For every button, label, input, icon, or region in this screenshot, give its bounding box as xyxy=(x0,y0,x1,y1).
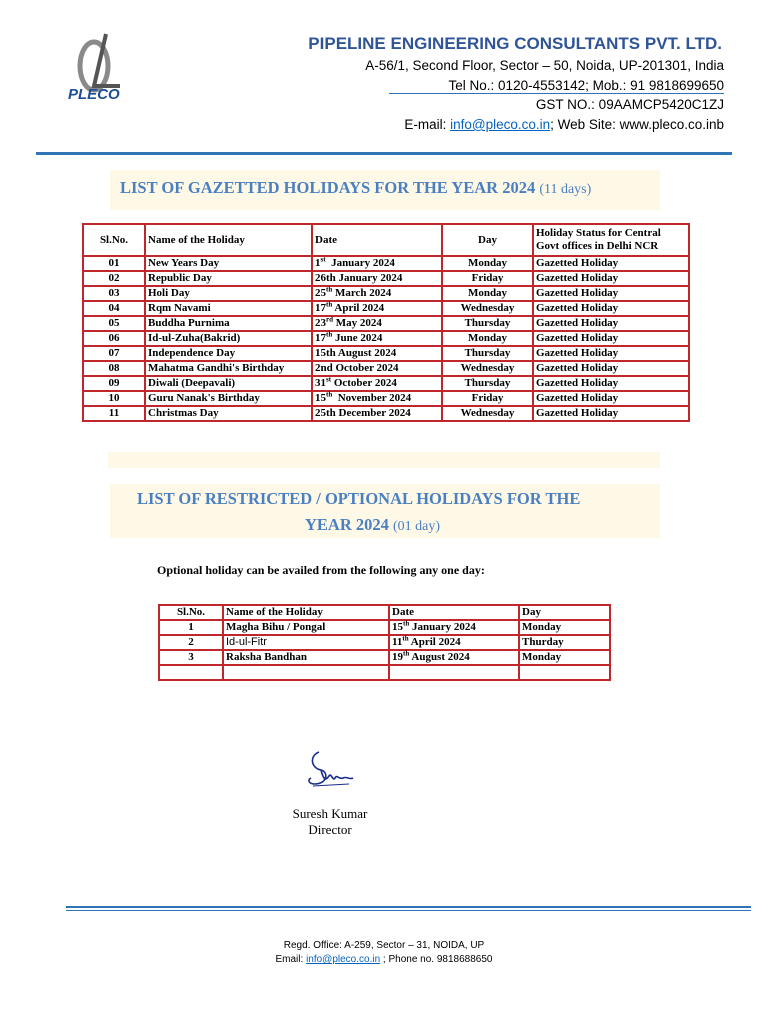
date-rest: October 2024 xyxy=(331,377,397,389)
signatory-title: Director xyxy=(308,822,352,837)
table-row xyxy=(83,316,689,331)
cell-name: Diwali (Deepavali) xyxy=(145,376,312,391)
cell-slno: 10 xyxy=(83,391,145,406)
date-main: 15th August 2024 xyxy=(315,347,397,359)
date-rest: November 2024 xyxy=(332,392,412,404)
cell-name: Id-ul-Fitr xyxy=(223,635,389,650)
date-rest: March 2024 xyxy=(332,287,392,299)
cell-date xyxy=(389,635,519,650)
date-main: 23 xyxy=(315,317,326,329)
table-band xyxy=(108,452,660,468)
table-row xyxy=(83,271,689,286)
cell-date xyxy=(312,376,442,391)
date-rest: January 2024 xyxy=(325,257,395,269)
date-suffix: st xyxy=(326,375,332,384)
cell-day: Monday xyxy=(519,620,610,635)
logo-text: PLECO xyxy=(68,86,120,103)
cell-name: New Years Day xyxy=(145,256,312,271)
cell-date xyxy=(389,620,519,635)
date-suffix: th xyxy=(326,330,333,339)
cell-status: Gazetted Holiday xyxy=(533,391,689,406)
cell-name: Republic Day xyxy=(145,271,312,286)
cell-status: Gazetted Holiday xyxy=(533,361,689,376)
col-day: Day xyxy=(442,224,533,256)
cell-name: Buddha Purnima xyxy=(145,316,312,331)
date-main: 19 xyxy=(392,651,403,663)
gazetted-title xyxy=(120,178,591,198)
date-rest: June 2024 xyxy=(332,332,383,344)
cell-day: Wednesday xyxy=(442,361,533,376)
col-slno: Sl.No. xyxy=(159,605,223,620)
signatory-name: Suresh Kumar xyxy=(292,806,368,821)
table-row xyxy=(83,376,689,391)
cell-status: Gazetted Holiday xyxy=(533,271,689,286)
table-row xyxy=(159,650,610,665)
date-suffix: th xyxy=(326,285,333,294)
table-row xyxy=(83,391,689,406)
cell-day: Monday xyxy=(442,331,533,346)
cell-name: Christmas Day xyxy=(145,406,312,421)
empty-cell xyxy=(389,665,519,680)
table-row xyxy=(83,361,689,376)
company-contact xyxy=(404,117,724,132)
date-main: 17 xyxy=(315,332,326,344)
cell-status: Gazetted Holiday xyxy=(533,286,689,301)
cell-slno: 3 xyxy=(159,650,223,665)
cell-day: Wednesday xyxy=(442,301,533,316)
date-rest: January 2024 xyxy=(409,621,476,633)
cell-slno: 1 xyxy=(159,620,223,635)
cell-day: Monday xyxy=(519,650,610,665)
cell-day: Thursday xyxy=(442,346,533,361)
company-gst: GST NO.: 09AAMCP5420C1ZJ xyxy=(535,97,724,112)
date-main: 2nd October 2024 xyxy=(315,362,399,374)
table-row xyxy=(83,331,689,346)
empty-cell xyxy=(159,665,223,680)
cell-status: Gazetted Holiday xyxy=(533,376,689,391)
table-row xyxy=(83,346,689,361)
cell-slno: 05 xyxy=(83,316,145,331)
date-rest: April 2024 xyxy=(332,302,385,314)
cell-date xyxy=(312,331,442,346)
date-main: 31 xyxy=(315,377,326,389)
date-suffix: th xyxy=(403,649,410,658)
col-name: Name of the Holiday xyxy=(145,224,312,256)
footer-email-link[interactable]: info@pleco.co.in xyxy=(306,954,381,965)
date-suffix: th xyxy=(402,634,409,643)
cell-name: Id-ul-Zuha(Bakrid) xyxy=(145,331,312,346)
cell-date xyxy=(389,650,519,665)
restricted-title-line2 xyxy=(305,515,440,535)
cell-day: Monday xyxy=(442,256,533,271)
signature-image xyxy=(305,748,355,792)
cell-day: Wednesday xyxy=(442,406,533,421)
cell-day: Thurday xyxy=(519,635,610,650)
table-row xyxy=(83,406,689,421)
header-divider xyxy=(36,152,732,155)
date-suffix: th xyxy=(326,390,333,399)
cell-status: Gazetted Holiday xyxy=(533,316,689,331)
col-slno: Sl.No. xyxy=(83,224,145,256)
empty-cell xyxy=(223,665,389,680)
cell-date xyxy=(312,391,442,406)
restricted-title-line1: LIST OF RESTRICTED / OPTIONAL HOLIDAYS FOR THE xyxy=(137,489,581,508)
cell-slno: 01 xyxy=(83,256,145,271)
date-main: 11 xyxy=(392,636,403,648)
cell-slno: 03 xyxy=(83,286,145,301)
gazetted-table xyxy=(82,223,690,422)
date-main: 15 xyxy=(315,392,326,404)
cell-slno: 04 xyxy=(83,301,145,316)
cell-slno: 02 xyxy=(83,271,145,286)
cell-status: Gazetted Holiday xyxy=(533,406,689,421)
optional-note: Optional holiday can be availed from the following any one day: xyxy=(157,563,485,577)
cell-status: Gazetted Holiday xyxy=(533,301,689,316)
cell-name: Rqm Navami xyxy=(145,301,312,316)
cell-date xyxy=(312,361,442,376)
cell-date xyxy=(312,301,442,316)
date-main: 26th January 2024 xyxy=(315,272,403,284)
col-name: Name of the Holiday xyxy=(223,605,389,620)
cell-status: Gazetted Holiday xyxy=(533,256,689,271)
cell-name: Independence Day xyxy=(145,346,312,361)
empty-cell xyxy=(519,665,610,680)
restricted-table xyxy=(158,604,611,681)
cell-day: Thursday xyxy=(442,376,533,391)
company-address: A-56/1, Second Floor, Sector – 50, Noida, UP-201301, India xyxy=(365,58,724,73)
empty-row xyxy=(159,665,610,680)
date-main: 17 xyxy=(315,302,326,314)
email-link[interactable]: info@pleco.co.in xyxy=(450,117,551,132)
date-main: 15 xyxy=(392,621,403,633)
footer-phone: ; Phone no. 9818688650 xyxy=(380,954,493,965)
date-suffix: rd xyxy=(326,315,333,324)
company-name: PIPELINE ENGINEERING CONSULTANTS PVT. LTD. xyxy=(308,34,722,53)
cell-status: Gazetted Holiday xyxy=(533,346,689,361)
date-main: 25 xyxy=(315,287,326,299)
date-suffix: th xyxy=(326,300,333,309)
cell-slno: 07 xyxy=(83,346,145,361)
cell-date xyxy=(312,271,442,286)
restricted-count: (01 day) xyxy=(393,519,441,534)
cell-status: Gazetted Holiday xyxy=(533,331,689,346)
footer-email-label: Email: xyxy=(275,954,307,965)
gazetted-count: (11 days) xyxy=(539,182,592,197)
cell-slno: 11 xyxy=(83,406,145,421)
date-rest: August 2024 xyxy=(409,651,470,663)
cell-slno: 2 xyxy=(159,635,223,650)
date-rest: April 2024 xyxy=(408,636,461,648)
cell-day: Friday xyxy=(442,391,533,406)
cell-date xyxy=(312,346,442,361)
email-label: E-mail: xyxy=(404,117,451,132)
table-row xyxy=(159,620,610,635)
footer-divider xyxy=(66,910,751,911)
footer-contact xyxy=(0,954,768,965)
gazetted-title-text: LIST OF GAZETTED HOLIDAYS FOR THE YEAR 2024 xyxy=(120,178,536,197)
cell-date xyxy=(312,256,442,271)
table-header-row xyxy=(159,605,610,620)
website-text: ; Web Site: www.pleco.co.inb xyxy=(550,117,724,132)
col-day: Day xyxy=(519,605,610,620)
date-main: 1 xyxy=(315,257,321,269)
cell-slno: 09 xyxy=(83,376,145,391)
table-row xyxy=(83,301,689,316)
cell-day: Monday xyxy=(442,286,533,301)
date-main: 25th December 2024 xyxy=(315,407,411,419)
footer-address: Regd. Office: A-259, Sector – 31, NOIDA, UP xyxy=(283,940,485,951)
date-rest: May 2024 xyxy=(333,317,382,329)
col-date: Date xyxy=(389,605,519,620)
cell-name: Holi Day xyxy=(145,286,312,301)
table-row xyxy=(83,256,689,271)
col-date: Date xyxy=(312,224,442,256)
cell-name: Guru Nanak's Birthday xyxy=(145,391,312,406)
table-header-row xyxy=(83,224,689,256)
cell-date xyxy=(312,286,442,301)
restricted-title-year: YEAR 2024 xyxy=(305,515,389,534)
cell-name: Raksha Bandhan xyxy=(223,650,389,665)
cell-slno: 08 xyxy=(83,361,145,376)
cell-name: Mahatma Gandhi's Birthday xyxy=(145,361,312,376)
cell-slno: 06 xyxy=(83,331,145,346)
col-status: Holiday Status for Central Govt offices in Delhi NCR xyxy=(533,224,689,256)
date-suffix: th xyxy=(403,619,410,628)
table-row xyxy=(83,286,689,301)
company-phone: Tel No.: 0120-4553142; Mob.: 91 9818699650 xyxy=(389,78,724,94)
cell-date xyxy=(312,406,442,421)
footer-divider xyxy=(66,906,751,908)
cell-date xyxy=(312,316,442,331)
date-suffix: st xyxy=(320,255,326,264)
cell-day: Thursday xyxy=(442,316,533,331)
table-row xyxy=(159,635,610,650)
cell-name: Magha Bihu / Pongal xyxy=(223,620,389,635)
cell-day: Friday xyxy=(442,271,533,286)
